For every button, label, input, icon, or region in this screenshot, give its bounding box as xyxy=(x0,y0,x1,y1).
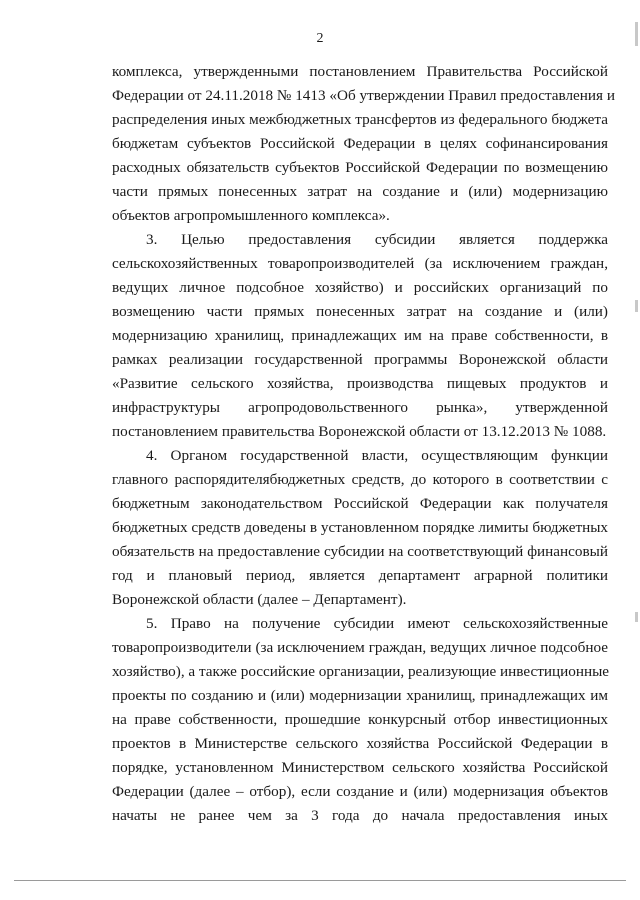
text-line: рамках реализации государственной программы Воронежской области xyxy=(112,351,608,368)
text-line: проекты по созданию и (или) модернизации хранилищ, принадлежащих им xyxy=(112,687,608,704)
text-line: бюджетным законодательством Российской Федерации как получателя xyxy=(112,495,608,512)
text-line: ведущих личное подсобное хозяйство) и российских организаций по xyxy=(112,279,608,296)
text-line: на праве собственности, прошедшие конкурсный отбор инвестиционных xyxy=(112,711,608,728)
scan-bottom-edge xyxy=(14,880,626,881)
text-line: возмещению части прямых понесенных затрат на создание и (или) xyxy=(112,303,608,320)
page-number: 2 xyxy=(316,31,324,46)
paragraph-start-3: 3. Целью предоставления субсидии является поддержка xyxy=(146,231,608,248)
text-line: хозяйство), а также российские организации, реализующие инвестиционные xyxy=(112,663,610,680)
text-line: объектов агропромышленного комплекса». xyxy=(112,207,390,224)
text-line: распределения иных межбюджетных трансфертов из федерального бюджета xyxy=(112,111,608,128)
text-line: Федерации от 24.11.2018 № 1413 «Об утверждении Правил предоставления и xyxy=(112,87,615,104)
text-line: проектов в Министерстве сельского хозяйства Российской Федерации в xyxy=(112,735,608,752)
paragraph-start-4: 4. Органом государственной власти, осуществляющим функции xyxy=(146,447,608,464)
text-line: бюджетам субъектов Российской Федерации в целях софинансирования xyxy=(112,135,608,152)
text-line: части прямых понесенных затрат на создание и (или) модернизацию xyxy=(112,183,608,200)
text-line: сельскохозяйственных товаропроизводителей (за исключением граждан, xyxy=(112,255,608,272)
paragraph-start-5: 5. Право на получение субсидии имеют сельскохозяйственные xyxy=(146,615,608,632)
scan-edge-mark xyxy=(635,300,638,312)
text-line: год и плановый период, является департамент аграрной политики xyxy=(112,567,608,584)
text-line: модернизацию хранилищ, принадлежащих им на праве собственности, в xyxy=(112,327,608,344)
text-line: товаропроизводители (за исключением граждан, ведущих личное подсобное xyxy=(112,639,608,656)
text-line: порядке, установленном Министерством сельского хозяйства Российской xyxy=(112,759,608,776)
text-line: постановлением правительства Воронежской области от 13.12.2013 № 1088. xyxy=(112,423,607,440)
scan-edge-mark xyxy=(635,22,638,46)
text-line: главного распорядителябюджетных средств, до которого в соответствии с xyxy=(112,471,608,488)
text-line: бюджетных средств доведены в установленном порядке лимиты бюджетных xyxy=(112,519,609,536)
text-line: комплекса, утвержденными постановлением Правительства Российской xyxy=(112,63,608,80)
text-line: начаты не ранее чем за 3 года до начала предоставления иных xyxy=(112,807,608,824)
text-line: Воронежской области (далее – Департамент). xyxy=(112,591,407,608)
text-line: инфраструктуры агропродовольственного рынка», утвержденной xyxy=(112,399,608,416)
scan-edge-mark xyxy=(635,612,638,622)
text-line: расходных обязательств субъектов Российской Федерации по возмещению xyxy=(112,159,608,176)
text-line: Федерации (далее – отбор), если создание и (или) модернизация объектов xyxy=(112,783,608,800)
text-line: обязательств на предоставление субсидии на соответствующий финансовый xyxy=(112,543,608,560)
text-line: «Развитие сельского хозяйства, производства пищевых продуктов и xyxy=(112,375,608,392)
